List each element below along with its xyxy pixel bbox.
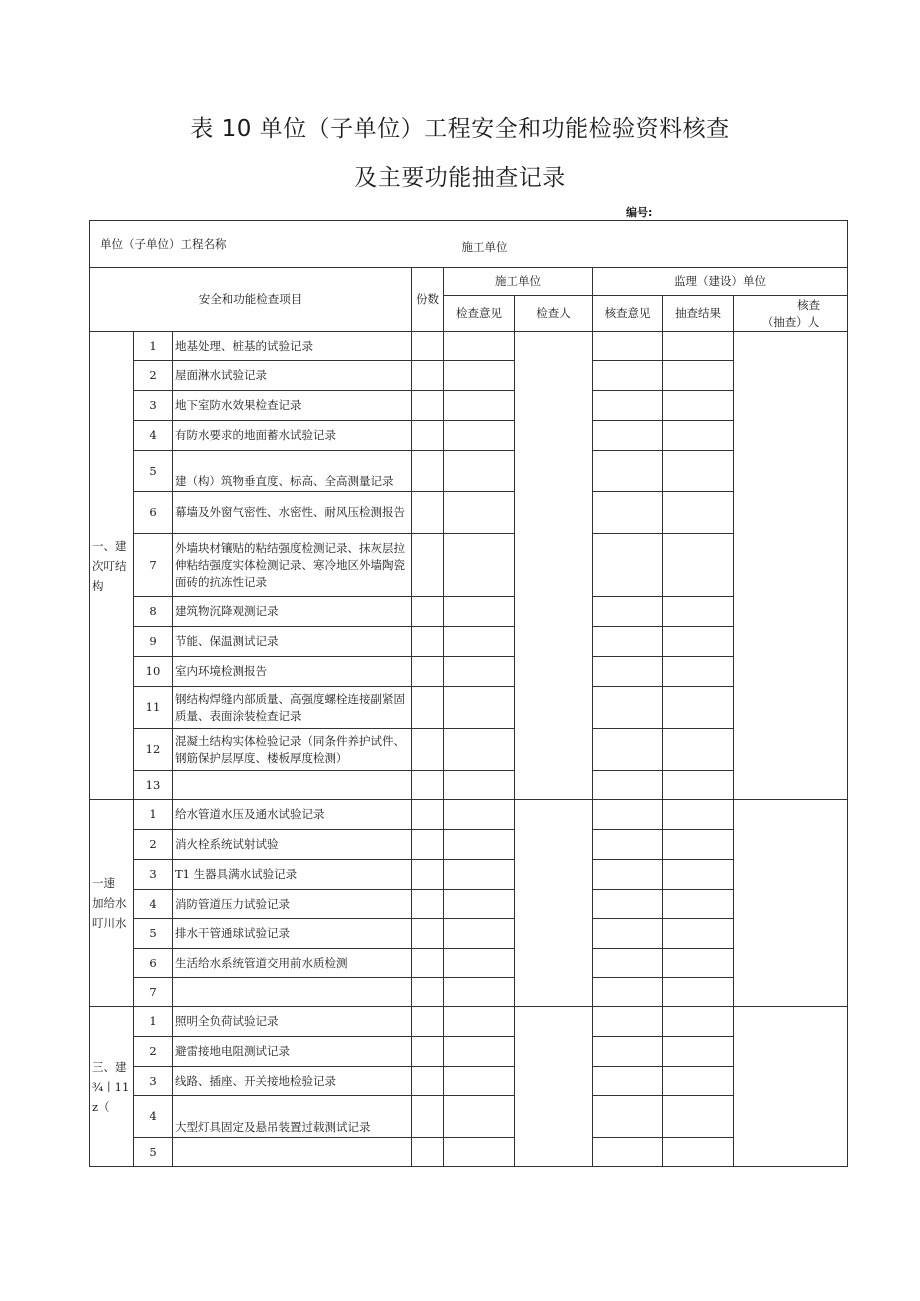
check-opinion-cell[interactable] [444, 860, 515, 890]
spot-result-cell[interactable] [663, 919, 734, 949]
category-line: z（ [92, 1099, 110, 1114]
copies-cell[interactable] [412, 978, 444, 1007]
category-line: 三、建 [92, 1059, 127, 1074]
item-text: 幕墙及外窗气密性、水密性、耐风压检测报告 [173, 492, 412, 534]
check-opinion-cell[interactable] [444, 421, 515, 451]
item-number: 1 [134, 800, 173, 830]
section-category [90, 800, 134, 1007]
item-number: 8 [134, 597, 173, 627]
copies-cell[interactable] [412, 1096, 444, 1138]
spot-result-cell[interactable] [663, 687, 734, 729]
copies-cell[interactable] [412, 492, 444, 534]
item-text: 室内环境检测报告 [173, 657, 412, 687]
copies-cell[interactable] [412, 729, 444, 771]
item-number: 11 [134, 687, 173, 729]
spot-result-cell[interactable] [663, 729, 734, 771]
check-opinion-cell[interactable] [444, 729, 515, 771]
item-number: 6 [134, 492, 173, 534]
check-opinion-cell[interactable] [444, 597, 515, 627]
verify-opinion-cell[interactable] [593, 687, 663, 729]
item-number: 5 [134, 919, 173, 949]
project-name-label: 单位（子单位）工程名称 [100, 236, 227, 251]
verify-opinion-cell[interactable] [593, 978, 663, 1007]
item-text: 节能、保温测试记录 [173, 627, 412, 657]
header-row-project [90, 221, 848, 268]
item-text: 消火栓系统试射试验 [173, 830, 412, 860]
spot-result-cell[interactable] [663, 492, 734, 534]
verify-opinion-cell[interactable] [593, 534, 663, 597]
category-line: 一、建 [92, 538, 127, 553]
copies-cell[interactable] [412, 1037, 444, 1067]
verify-opinion-cell[interactable] [593, 332, 663, 361]
item-number: 3 [134, 1067, 173, 1096]
item-number: 7 [134, 978, 173, 1007]
copies-cell[interactable] [412, 919, 444, 949]
copies-cell[interactable] [412, 332, 444, 361]
check-opinion-cell[interactable] [444, 800, 515, 830]
item-text: 避雷接地电阻测试记录 [173, 1037, 412, 1067]
verifier-cell[interactable] [734, 800, 848, 1007]
verify-opinion-cell[interactable] [593, 1067, 663, 1096]
category-line: ¾丨11 [92, 1079, 130, 1094]
spot-result-cell[interactable] [663, 978, 734, 1007]
section-category [90, 1007, 134, 1167]
spot-result-cell[interactable] [663, 949, 734, 978]
check-opinion-cell[interactable] [444, 534, 515, 597]
spot-result-cell[interactable] [663, 421, 734, 451]
verify-opinion-cell[interactable] [593, 361, 663, 391]
item-text: 建筑物沉降观测记录 [173, 597, 412, 627]
check-opinion-cell[interactable] [444, 890, 515, 919]
copies-cell[interactable] [412, 451, 444, 492]
spot-result-cell[interactable] [663, 1007, 734, 1037]
copies-cell[interactable] [412, 361, 444, 391]
copies-cell[interactable] [412, 949, 444, 978]
check-opinion-cell[interactable] [444, 391, 515, 421]
verifier-line2: （抽查）人 [761, 314, 820, 329]
check-opinion-cell[interactable] [444, 919, 515, 949]
document-subtitle: 及主要功能抽查记录 [354, 165, 566, 191]
verify-opinion-header: 核查意见 [593, 296, 663, 332]
table-row [90, 332, 848, 361]
item-text: 屋面淋水试验记录 [173, 361, 412, 391]
check-opinion-cell[interactable] [444, 771, 515, 800]
checker-cell[interactable] [515, 332, 593, 800]
item-text: 混凝土结构实体检验记录（同条件养护试件、钢筋保护层厚度、楼板厚度检测） [173, 729, 412, 771]
item-text [173, 978, 412, 1007]
spot-result-header: 抽查结果 [663, 296, 734, 332]
check-opinion-cell[interactable] [444, 1007, 515, 1037]
check-opinion-cell[interactable] [444, 949, 515, 978]
copies-cell[interactable] [412, 534, 444, 597]
spot-result-cell[interactable] [663, 332, 734, 361]
construction-unit-group: 施工单位 [444, 268, 593, 296]
category-line: 加给水 [92, 896, 127, 910]
verify-opinion-cell[interactable] [593, 391, 663, 421]
spot-result-cell[interactable] [663, 597, 734, 627]
check-opinion-cell[interactable] [444, 1037, 515, 1067]
copies-cell[interactable] [412, 391, 444, 421]
check-opinion-cell[interactable] [444, 451, 515, 492]
item-text: T1 生器具满水试验记录 [173, 860, 412, 890]
check-opinion-cell[interactable] [444, 1138, 515, 1167]
check-opinion-cell[interactable] [444, 1096, 515, 1138]
item-text: 线路、插座、开关接地检验记录 [173, 1067, 412, 1096]
item-number: 12 [134, 729, 173, 771]
check-opinion-header: 检查意见 [444, 296, 515, 332]
spot-result-cell[interactable] [663, 1096, 734, 1138]
copies-header: 份数 [412, 268, 444, 332]
category-line: 构 [92, 578, 104, 593]
construction-unit-label: 施工单位 [461, 239, 508, 254]
verify-opinion-cell[interactable] [593, 657, 663, 687]
item-text: 消防管道压力试验记录 [173, 890, 412, 919]
item-number: 3 [134, 391, 173, 421]
spot-result-cell[interactable] [663, 1138, 734, 1167]
spot-result-cell[interactable] [663, 391, 734, 421]
verify-opinion-cell[interactable] [593, 451, 663, 492]
check-opinion-cell[interactable] [444, 332, 515, 361]
verify-opinion-cell[interactable] [593, 830, 663, 860]
copies-cell[interactable] [412, 800, 444, 830]
copies-cell[interactable] [412, 421, 444, 451]
verify-opinion-cell[interactable] [593, 800, 663, 830]
verify-opinion-cell[interactable] [593, 890, 663, 919]
category-line: 叮川水 [92, 916, 127, 930]
checker-cell[interactable] [515, 1007, 593, 1167]
spot-result-cell[interactable] [663, 860, 734, 890]
item-text: 地下室防水效果检查记录 [173, 391, 412, 421]
item-number: 4 [134, 1096, 173, 1138]
table-row [90, 800, 848, 830]
spot-result-cell[interactable] [663, 1037, 734, 1067]
item-number: 5 [134, 1138, 173, 1167]
check-opinion-cell[interactable] [444, 361, 515, 391]
item-text [173, 1138, 412, 1167]
verify-opinion-cell[interactable] [593, 1037, 663, 1067]
verify-opinion-cell[interactable] [593, 1007, 663, 1037]
verify-opinion-cell[interactable] [593, 421, 663, 451]
code-label: 编号: [626, 206, 653, 219]
verifier-cell[interactable] [734, 1007, 848, 1167]
spot-result-cell[interactable] [663, 1067, 734, 1096]
item-number: 1 [134, 1007, 173, 1037]
header-row-groups [90, 268, 848, 296]
copies-cell[interactable] [412, 657, 444, 687]
check-opinion-cell[interactable] [444, 627, 515, 657]
verify-opinion-cell[interactable] [593, 919, 663, 949]
item-number: 2 [134, 830, 173, 860]
section-category [90, 332, 134, 800]
spot-result-cell[interactable] [663, 361, 734, 391]
category-line: 次叮结 [92, 558, 127, 573]
verify-opinion-cell[interactable] [593, 597, 663, 627]
item-number: 3 [134, 860, 173, 890]
verifier-line1: 核查 [797, 297, 821, 312]
copies-cell[interactable] [412, 830, 444, 860]
verifier-header [734, 296, 848, 332]
item-text: 有防水要求的地面蓄水试验记录 [173, 421, 412, 451]
check-opinion-cell[interactable] [444, 687, 515, 729]
spot-result-cell[interactable] [663, 657, 734, 687]
verifier-cell[interactable] [734, 332, 848, 800]
item-number: 2 [134, 1037, 173, 1067]
verify-opinion-cell[interactable] [593, 771, 663, 800]
item-number: 5 [134, 451, 173, 492]
item-text: 钢结构焊缝内部质量、高强度螺栓连接副紧固质量、表面涂装检查记录 [173, 687, 412, 729]
check-opinion-cell[interactable] [444, 830, 515, 860]
check-opinion-cell[interactable] [444, 978, 515, 1007]
copies-cell[interactable] [412, 687, 444, 729]
item-text [173, 771, 412, 800]
spot-result-cell[interactable] [663, 890, 734, 919]
spot-result-cell[interactable] [663, 627, 734, 657]
check-opinion-cell[interactable] [444, 657, 515, 687]
check-opinion-cell[interactable] [444, 492, 515, 534]
copies-cell[interactable] [412, 1007, 444, 1037]
copies-cell[interactable] [412, 597, 444, 627]
category-line: 一速 [92, 876, 115, 890]
spot-result-cell[interactable] [663, 771, 734, 800]
verify-opinion-cell[interactable] [593, 1096, 663, 1138]
inspection-table [89, 220, 848, 1167]
checker-cell[interactable] [515, 800, 593, 1007]
item-number: 10 [134, 657, 173, 687]
check-opinion-cell[interactable] [444, 1067, 515, 1096]
check-items-header: 安全和功能检查项目 [90, 268, 412, 332]
spot-result-cell[interactable] [663, 800, 734, 830]
item-text: 照明全负荷试验记录 [173, 1007, 412, 1037]
verify-opinion-cell[interactable] [593, 729, 663, 771]
item-number: 4 [134, 421, 173, 451]
verify-opinion-cell[interactable] [593, 1138, 663, 1167]
item-number: 2 [134, 361, 173, 391]
item-number: 6 [134, 949, 173, 978]
verify-opinion-cell[interactable] [593, 949, 663, 978]
supervision-unit-group: 监理（建设）单位 [593, 268, 848, 296]
verify-opinion-cell[interactable] [593, 627, 663, 657]
copies-cell[interactable] [412, 1067, 444, 1096]
item-text: 建（构）筑物垂直度、标高、全高测量记录 [173, 451, 412, 492]
verify-opinion-cell[interactable] [593, 860, 663, 890]
copies-cell[interactable] [412, 1138, 444, 1167]
copies-cell[interactable] [412, 627, 444, 657]
item-number: 13 [134, 771, 173, 800]
verify-opinion-cell[interactable] [593, 492, 663, 534]
item-number: 1 [134, 332, 173, 361]
copies-cell[interactable] [412, 890, 444, 919]
item-text: 排水干管通球试验记录 [173, 919, 412, 949]
item-text: 给水管道水压及通水试验记录 [173, 800, 412, 830]
item-number: 9 [134, 627, 173, 657]
item-text: 大型灯具固定及悬吊装置过载测试记录 [173, 1096, 412, 1138]
item-number: 7 [134, 534, 173, 597]
spot-result-cell[interactable] [663, 534, 734, 597]
copies-cell[interactable] [412, 860, 444, 890]
copies-cell[interactable] [412, 771, 444, 800]
spot-result-cell[interactable] [663, 451, 734, 492]
checker-header: 检查人 [515, 296, 593, 332]
document-title: 表 10 单位（子单位）工程安全和功能检验资料核查 [190, 116, 730, 142]
item-text: 地基处理、桩基的试验记录 [173, 332, 412, 361]
item-text: 外墙块材镶贴的粘结强度检测记录、抹灰层拉伸粘结强度实体检测记录、寒冷地区外墙陶瓷面砖的抗冻性记录 [173, 534, 412, 597]
table-row [90, 1007, 848, 1037]
spot-result-cell[interactable] [663, 830, 734, 860]
item-number: 4 [134, 890, 173, 919]
item-text: 生活给水系统管道交用前水质检测 [173, 949, 412, 978]
